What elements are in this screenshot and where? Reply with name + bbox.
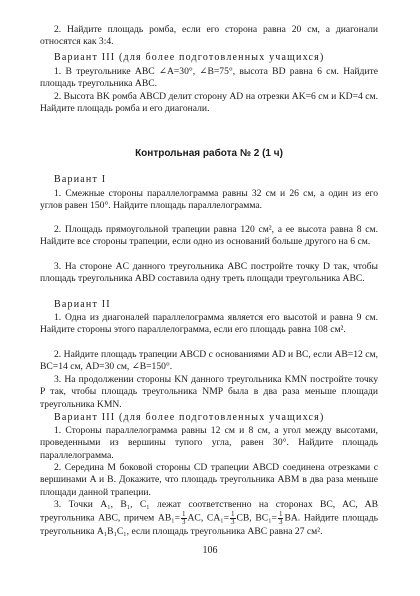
variant-1-heading: Вариант I xyxy=(54,174,107,185)
task-v3b-2: 2. Середина M боковой стороны CD трапеции ABCD соединена отрезками с вершинами A и B. Докажите, что площадь треугольника ABM в два раза меньше площади данной трапеции. xyxy=(40,462,378,498)
task-v3b-3 xyxy=(40,499,378,539)
fraction-one-third: $\frac{1}{3}$ xyxy=(182,510,186,527)
variant-3-heading: Вариант III (для более подготовленных учащихся) xyxy=(54,52,325,63)
page-number: 106 xyxy=(202,545,218,556)
task-v3b-3-part-a: 3. Точки A₁, B₁, C₁ лежат соответственно на сторонах BC, AC, AB треугольника ABC, причем AB₁= xyxy=(40,499,378,525)
task-v1-1: 1. Смежные стороны параллелограмма равны 32 см и 26 см, а один из его углов равен 150°. Найдите площадь параллелограмма. xyxy=(40,188,378,212)
task-v3-2: 2. Высота BK ромба ABCD делит сторону AD на отрезки AK=6 см и KD=4 см. Найдите площадь ромба и его диагонали. xyxy=(40,91,378,115)
section-title: Контрольная работа № 2 (1 ч) xyxy=(135,148,283,159)
task-v3b-3-part-d: BC₁= xyxy=(255,513,277,525)
variant-3b-heading: Вариант III (для более подготовленных учащихся) xyxy=(54,412,325,423)
task-v3b-3-part-e: BA. Найдите площадь треугольника A₁B₁C₁, если площадь треугольника ABC равна 27 см². xyxy=(40,513,378,538)
task-v2-2: 2. Найдите площадь трапеции ABCD с основаниями AD и BC, если AB=12 см, BC=14 см, AD=30 см, ∠B=150°. xyxy=(40,349,378,373)
task-v2-3: 3. На продолжении стороны KN данного треугольника KMN постройте точку P так, чтобы площадь треугольника NMP была в два раза меньше площади треугольника KMN. xyxy=(40,374,379,410)
task-v3-1: 1. В треугольнике ABC ∠A=30°, ∠B=75°, высота BD равна 6 см. Найдите площадь треугольника ABC. xyxy=(40,66,378,90)
task-v1-3: 3. На стороне AC данного треугольника ABC постройте точку D так, чтобы площадь треугольника ABD составила одну треть площади треугольника ABC. xyxy=(40,261,378,285)
task-v3b-1: 1. Стороны параллелограмма равны 12 см и 8 см, а угол между высотами, проведенными из вершины тупого угла, равен 30°. Найдите площадь параллелограмма. xyxy=(40,425,378,461)
variant-2-heading: Вариант II xyxy=(54,299,111,310)
task-v3b-3-part-c: CB, xyxy=(236,513,252,525)
task-v2-1: 1. Одна из диагоналей параллелограмма является его высотой и равна 9 см. Найдите стороны этого параллелограмма, если его площадь равна 108 см². xyxy=(40,312,378,336)
task-v1-2: 2. Площадь прямоугольной трапеции равна 120 см², а ее высота равна 8 см. Найдите все стороны трапеции, если одно из оснований больше другого на 6 см. xyxy=(40,224,378,248)
fraction-one-third: $\frac{1}{3}$ xyxy=(231,510,235,527)
task-rhombus: 2. Найдите площадь ромба, если его сторона равна 20 см, а диагонали относятся как 3:4. xyxy=(40,24,378,48)
fraction-one-third: $\frac{1}{3}$ xyxy=(278,510,283,527)
task-v3b-3-part-b: AC, CA₁= xyxy=(187,513,229,525)
